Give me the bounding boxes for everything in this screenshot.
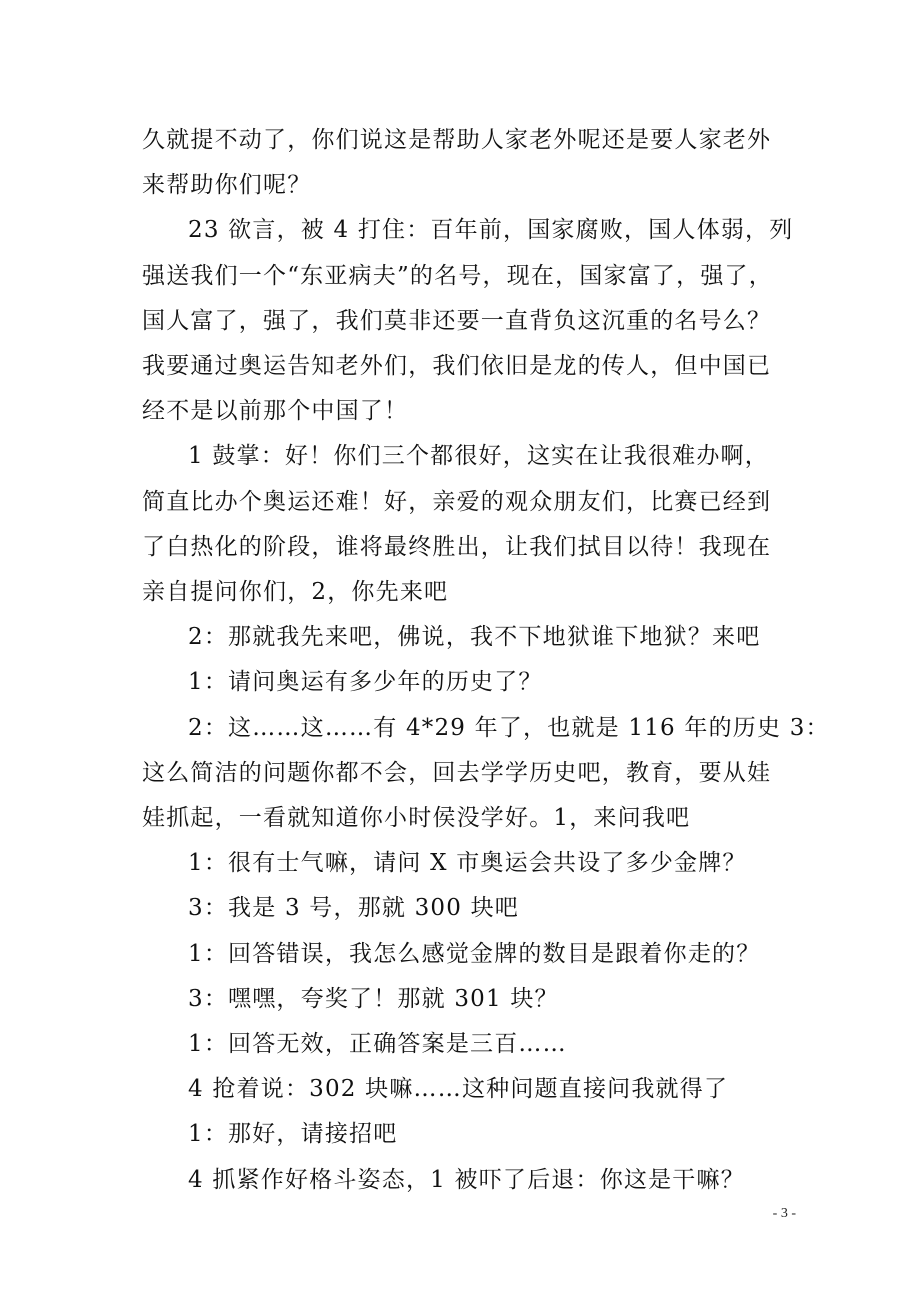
text-line: 1：那好，请接招吧 [188, 1121, 398, 1148]
text-line: 1：回答错误，我怎么感觉金牌的数目是跟着你走的？ [188, 940, 761, 967]
text-line: 3：我是 3 号，那就 300 块吧 [188, 895, 520, 922]
text-line: 4 抓紧作好格斗姿态，1 被吓了后退：你这是干嘛？ [188, 1166, 745, 1193]
text-line: 23 欲言，被 4 打住：百年前，国家腐败，国人体弱，列 [188, 217, 794, 244]
text-line: 来帮助你们呢？ [142, 172, 312, 199]
text-line: 经不是以前那个中国了！ [142, 398, 409, 425]
body-text [142, 118, 830, 1203]
page-number: - 3 - [772, 1206, 796, 1221]
text-line: 2：那就我先来吧，佛说，我不下地狱谁下地狱？来吧 [188, 624, 761, 651]
text-line: 3：嘿嘿，夸奖了！那就 301 块？ [188, 985, 559, 1012]
text-line: 娃抓起，一看就知道你小时侯没学好。1，来问我吧 [142, 805, 691, 832]
text-line: 这么简洁的问题你都不会，回去学学历史吧，教育，要从娃 [142, 759, 772, 786]
text-line: 4 抢着说：302 块嘛……这种问题直接问我就得了 [188, 1076, 729, 1103]
text-line: 1：回答无效，正确答案是三百…… [188, 1031, 567, 1058]
text-line: 了白热化的阶段，谁将最终胜出，让我们拭目以待！我现在 [142, 533, 772, 560]
text-line: 亲自提问你们，2，你先来吧 [142, 579, 449, 606]
text-line: 久就提不动了，你们说这是帮助人家老外呢还是要人家老外 [142, 127, 772, 153]
text-line: 1 鼓掌：好！你们三个都很好，这实在让我很难办啊， [188, 443, 769, 470]
text-line: 强送我们一个“东亚病夫”的名号，现在，国家富了，强了， [142, 262, 773, 289]
text-line: 1：很有士气嘛，请问 X 市奥运会共设了多少金牌？ [188, 850, 747, 877]
text-line: 国人富了，强了，我们莫非还要一直背负这沉重的名号么？ [142, 307, 772, 334]
text-line: 我要通过奥运告知老外们，我们依旧是龙的传人，但中国已 [142, 353, 772, 380]
text-line: 2：这……这……有 4*29 年了，也就是 116 年的历史 3： [188, 714, 830, 741]
text-line: 简直比办个奥运还难！好，亲爱的观众朋友们，比赛已经到 [142, 488, 772, 515]
text-line: 1：请问奥运有多少年的历史了？ [188, 669, 543, 696]
